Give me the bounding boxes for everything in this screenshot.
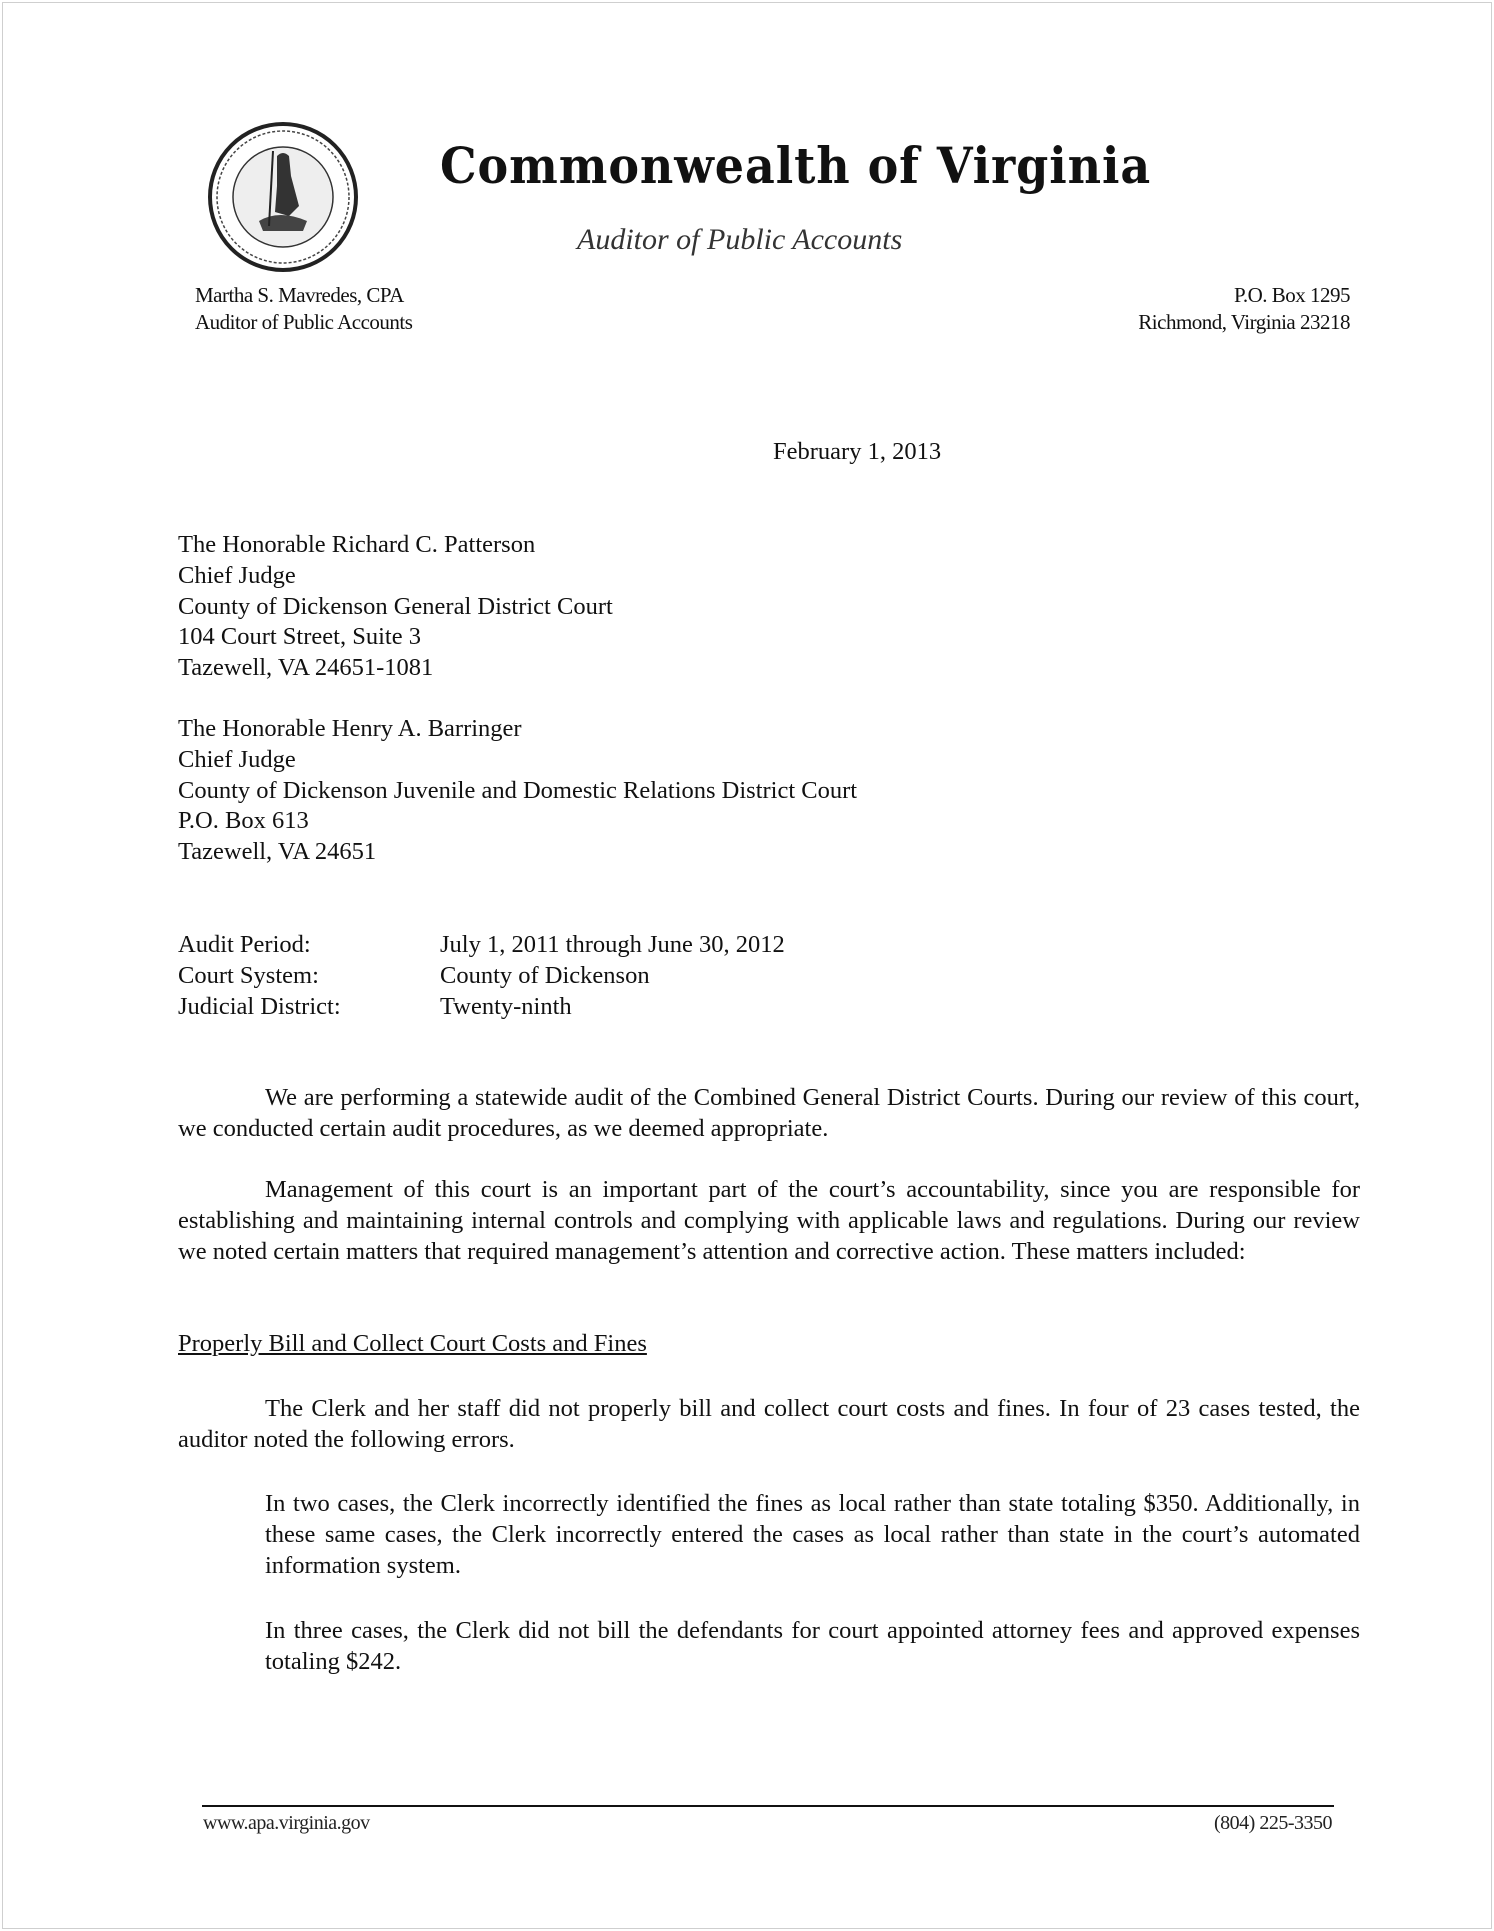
address-line: Tazewell, VA 24651-1081 [178,654,434,682]
auditor-info [195,282,412,336]
auditor-title: Auditor of Public Accounts [195,310,413,334]
footer-website[interactable]: www.apa.virginia.gov [203,1812,370,1834]
address-line: The Honorable Henry A. Barringer [178,715,522,742]
finding-item-2: In three cases, the Clerk did not bill the defendants for court appointed attorney fees and approved expenses totaling $242. [265,1617,1360,1675]
paragraph-intro: We are performing a statewide audit of the Combined General District Courts. During our review of this court, we conducted certain audit procedures, as we deemed appropriate. [178,1084,1360,1142]
address-line: County of Dickenson Juvenile and Domestic Relations District Court [178,776,858,804]
audit-value: County of Dickenson [440,961,650,989]
po-box: P.O. Box 1295 [1233,283,1350,307]
audit-label: Judicial District: [178,992,341,1020]
audit-info [178,930,785,1022]
footer-phone: (804) 225-3350 [1214,1812,1332,1834]
recipient-2 [178,714,857,868]
letterhead-subtitle: Auditor of Public Accounts [577,223,903,256]
letter-date: February 1, 2013 [773,438,942,465]
address-line: Chief Judge [178,561,296,589]
city-state-zip: Richmond, Virginia 23218 [1138,310,1350,334]
audit-value: July 1, 2011 through June 30, 2012 [440,931,785,958]
recipient-1 [178,530,613,684]
address-line: County of Dickenson General District Court [178,592,613,620]
letterhead-title: Commonwealth of Virginia [440,136,1152,195]
footer-divider [202,1805,1334,1807]
audit-value: Twenty-ninth [440,992,572,1020]
address-line: The Honorable Richard C. Patterson [178,531,536,558]
audit-row [178,961,785,992]
address-line: Tazewell, VA 24651 [178,838,377,866]
paragraph-findings: The Clerk and her staff did not properly bill and collect court costs and fines. In four of 23 cases tested, the auditor noted the following errors. [178,1395,1360,1453]
virginia-seal-logo [207,121,359,273]
audit-label: Audit Period: [178,931,311,958]
audit-row [178,930,785,961]
address-line: Chief Judge [178,745,296,773]
office-address [1138,282,1350,336]
paragraph-management: Management of this court is an important part of the court’s accountability, since you are responsible for establishing and maintaining internal controls and complying with applicable laws and regulations. During our review we noted certain matters that required management’s attention and corrective action. These matters included: [178,1176,1360,1265]
audit-label: Court System: [178,961,319,989]
address-line: 104 Court Street, Suite 3 [178,623,421,651]
section-heading: Properly Bill and Collect Court Costs and Fines [178,1330,647,1357]
audit-row [178,992,785,1023]
finding-item-1: In two cases, the Clerk incorrectly identified the fines as local rather than state totaling $350. Additionally, in these same cases, the Clerk incorrectly entered the cases as local rather than state in the court’s automated information system. [265,1490,1360,1579]
auditor-name: Martha S. Mavredes, CPA [195,283,404,307]
address-line: P.O. Box 613 [178,807,309,835]
